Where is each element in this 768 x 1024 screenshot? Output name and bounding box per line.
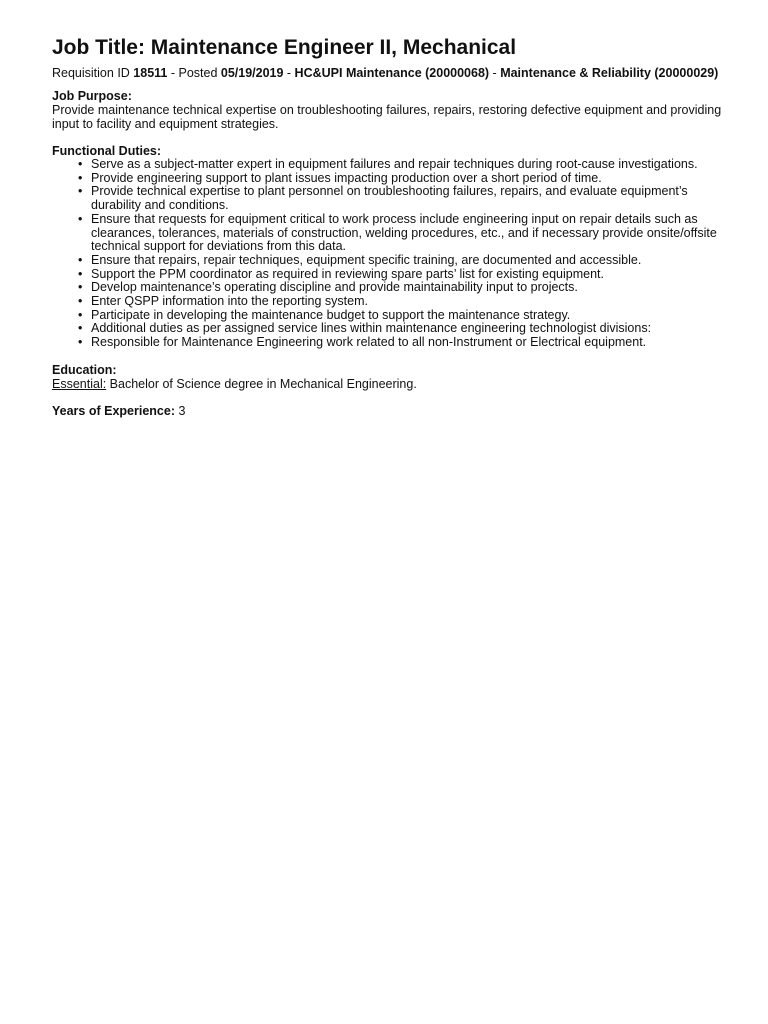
requisition-label: Requisition ID	[52, 66, 134, 80]
duty-text: Additional duties as per assigned service lines within maintenance engineering technologist divisions:	[91, 321, 652, 336]
bullet-icon: •	[78, 280, 83, 295]
duty-text: Support the PPM coordinator as required in reviewing spare parts’ list for existing equipment.	[91, 266, 604, 281]
bullet-icon: •	[78, 211, 83, 226]
duty-text: Participate in developing the maintenance budget to support the maintenance strategy.	[91, 307, 571, 322]
department: HC&UPI Maintenance (20000068)	[294, 66, 490, 80]
duty-text: Ensure that requests for equipment critical to work process include engineering input on repair details such as clearances, tolerances, materials of construction, welding procedures, etc., and if necessary provide onsite/offsite technical support for deviations from this data.	[91, 211, 717, 254]
duty-list-item	[78, 266, 732, 282]
duty-list-item	[78, 184, 732, 213]
duty-text: Provide technical expertise to plant personnel on troubleshooting failures, repairs, and evaluate equipment’s durability and conditions.	[91, 184, 688, 213]
duty-text: Serve as a subject-matter expert in equipment failures and repair techniques during root-cause investigations.	[91, 157, 698, 171]
meta-separator: -	[489, 66, 501, 80]
duty-text: Provide engineering support to plant issues impacting production over a short period of time.	[91, 170, 602, 185]
duty-text: Develop maintenance’s operating discipline and provide maintainability input to projects.	[91, 280, 578, 295]
functional-duties-list	[52, 158, 732, 350]
job-posting-document	[52, 34, 732, 418]
functional-duties-heading: Functional Duties:	[52, 144, 162, 158]
duty-list-item	[78, 252, 732, 268]
job-purpose-heading: Job Purpose:	[52, 89, 132, 103]
duty-list-item	[78, 211, 732, 254]
duty-list-item	[78, 335, 732, 350]
duty-list-item	[78, 294, 732, 309]
meta-separator: -	[283, 66, 295, 80]
duty-text: Enter QSPP information into the reporting system.	[91, 294, 368, 309]
experience-value: 3	[174, 403, 186, 418]
bullet-icon: •	[78, 321, 83, 336]
duty-list-item	[78, 170, 732, 186]
requisition-meta	[52, 65, 732, 81]
education-heading: Education:	[52, 362, 117, 377]
bullet-icon: •	[78, 335, 83, 350]
bullet-icon: •	[78, 266, 83, 281]
essential-label: Essential:	[52, 376, 107, 391]
duty-list-item	[78, 280, 732, 295]
bullet-icon: •	[78, 294, 83, 309]
job-group: Maintenance & Reliability (20000029)	[500, 66, 719, 80]
duty-text: Ensure that repairs, repair techniques, equipment specific training, are documented and accessible.	[91, 252, 642, 267]
bullet-icon: •	[78, 184, 83, 199]
duty-text: Responsible for Maintenance Engineering work related to all non-Instrument or Electrical equipment.	[91, 335, 647, 350]
duty-list-item	[78, 157, 732, 172]
page-title: Job Title: Maintenance Engineer II, Mechanical	[52, 36, 517, 59]
duty-list-item	[78, 307, 732, 323]
requisition-id: 18511	[133, 66, 168, 80]
bullet-icon: •	[78, 307, 83, 322]
experience-label: Years of Experience:	[52, 403, 175, 418]
job-purpose-text: Provide maintenance technical expertise on troubleshooting failures, repairs, restoring defective equipment and providing input to facility and equipment strategies.	[52, 103, 722, 131]
duty-list-item	[78, 321, 732, 336]
years-of-experience	[52, 404, 732, 418]
posted-date: 05/19/2019	[220, 66, 284, 80]
essential-text: Bachelor of Science degree in Mechanical Engineering.	[106, 376, 417, 391]
bullet-icon: •	[78, 170, 83, 185]
bullet-icon: •	[78, 157, 83, 171]
education-essential	[52, 377, 732, 391]
bullet-icon: •	[78, 252, 83, 267]
posted-label: - Posted	[167, 66, 221, 80]
